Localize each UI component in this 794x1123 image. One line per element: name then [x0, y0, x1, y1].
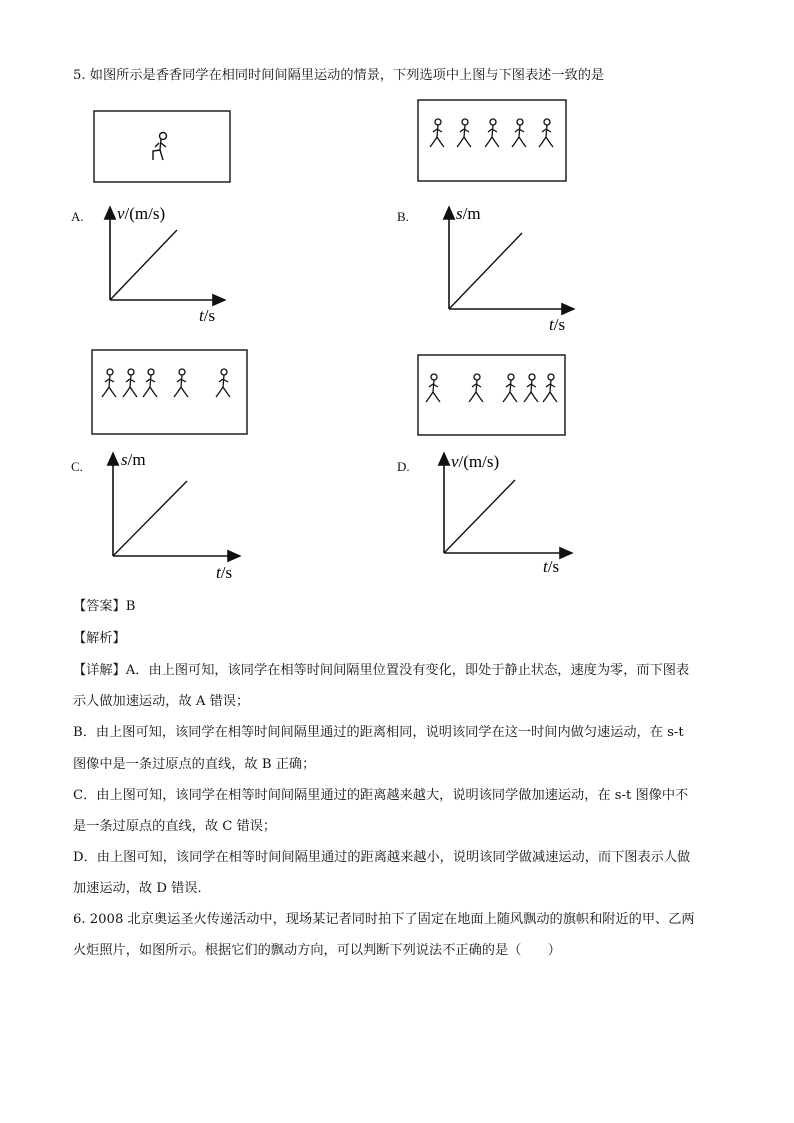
explanation-line: 示人做加速运动，故 A 错误；: [73, 694, 250, 709]
svg-text:v/(m/s): [451, 452, 499, 471]
analysis-label: 【解析】: [73, 631, 126, 646]
x-axis-unit: /s: [547, 557, 560, 576]
y-axis-unit: /(m/s): [458, 452, 500, 471]
x-axis-var: t: [199, 306, 204, 325]
svg-text:s/m: [456, 204, 481, 223]
option-c-graph: [98, 446, 248, 581]
y-axis-unit: /m: [127, 450, 146, 469]
x-axis-var: t: [543, 557, 548, 576]
y-axis-unit: /m: [462, 204, 481, 223]
svg-text:t/s: [216, 563, 232, 581]
option-d-graph: [429, 446, 579, 576]
svg-text:t/s: [549, 315, 565, 334]
svg-text:t/s: [543, 557, 559, 576]
option-d-label: D.: [397, 459, 410, 474]
motion-figure-d: [417, 354, 566, 437]
svg-text:v/(m/s): [117, 204, 165, 223]
svg-text:s/m: [121, 450, 146, 469]
y-axis-var: v: [117, 204, 125, 223]
explanation-line: D．由上图可知，该同学在相等时间间隔里通过的距离越来越小，说明该同学做减速运动，而下图表示人做: [73, 850, 691, 865]
explanation-line: 加速运动，故 D 错误．: [73, 881, 211, 896]
question-6-stem: 6. 2008 北京奥运圣火传递活动中，现场某记者同时拍下了固定在地面上随风飘动的旗帜和附近的甲、乙两: [73, 912, 695, 927]
x-axis-unit: /s: [220, 563, 233, 581]
explanation-line: B．由上图可知，该同学在相等时间间隔里通过的距离相同，说明该同学在这一时间内做匀速运动，在 s-t: [73, 725, 684, 740]
option-b-label: B.: [397, 209, 409, 224]
explanation-line: C．由上图可知，该同学在相等时间间隔里通过的距离越来越大，说明该同学做加速运动，在 s-t 图像中不: [73, 788, 689, 803]
motion-figure-a: [93, 110, 233, 184]
motion-figure-b: [417, 99, 567, 183]
x-axis-var: t: [549, 315, 554, 334]
explanation-line: 【详解】A．由上图可知，该同学在相等时间间隔里位置没有变化，即处于静止状态，速度为零，而下图表: [73, 663, 690, 678]
sitting-person-icon: [153, 133, 167, 161]
x-axis-unit: /s: [203, 306, 216, 325]
x-axis-unit: /s: [553, 315, 566, 334]
x-axis-var: t: [216, 563, 221, 581]
option-a-label: A.: [71, 209, 84, 224]
walking-people-icon: [430, 119, 553, 147]
question-6-stem: 火炬照片，如图所示。根据它们的飘动方向，可以判断下列说法不正确的是（ ）: [73, 943, 561, 958]
y-axis-var: s: [121, 450, 128, 469]
option-b-graph: [434, 200, 579, 335]
y-axis-var: s: [456, 204, 463, 223]
y-axis-var: v: [451, 452, 459, 471]
walking-people-icon: [426, 374, 557, 402]
option-a-graph: [95, 200, 235, 325]
y-axis-unit: /(m/s): [124, 204, 166, 223]
motion-figure-c: [91, 349, 248, 436]
question-5-stem: 5. 如图所示是香香同学在相同时间间隔里运动的情景，下列选项中上图与下图表述一致的是: [73, 68, 605, 83]
answer-label: 【答案】B: [73, 599, 136, 614]
option-c-label: C.: [71, 459, 83, 474]
explanation-line: 图像中是一条过原点的直线，故 B 正确；: [73, 757, 316, 772]
explanation-line: 是一条过原点的直线，故 C 错误；: [73, 819, 277, 834]
walking-people-icon: [102, 369, 230, 397]
svg-text:t/s: [199, 306, 215, 325]
